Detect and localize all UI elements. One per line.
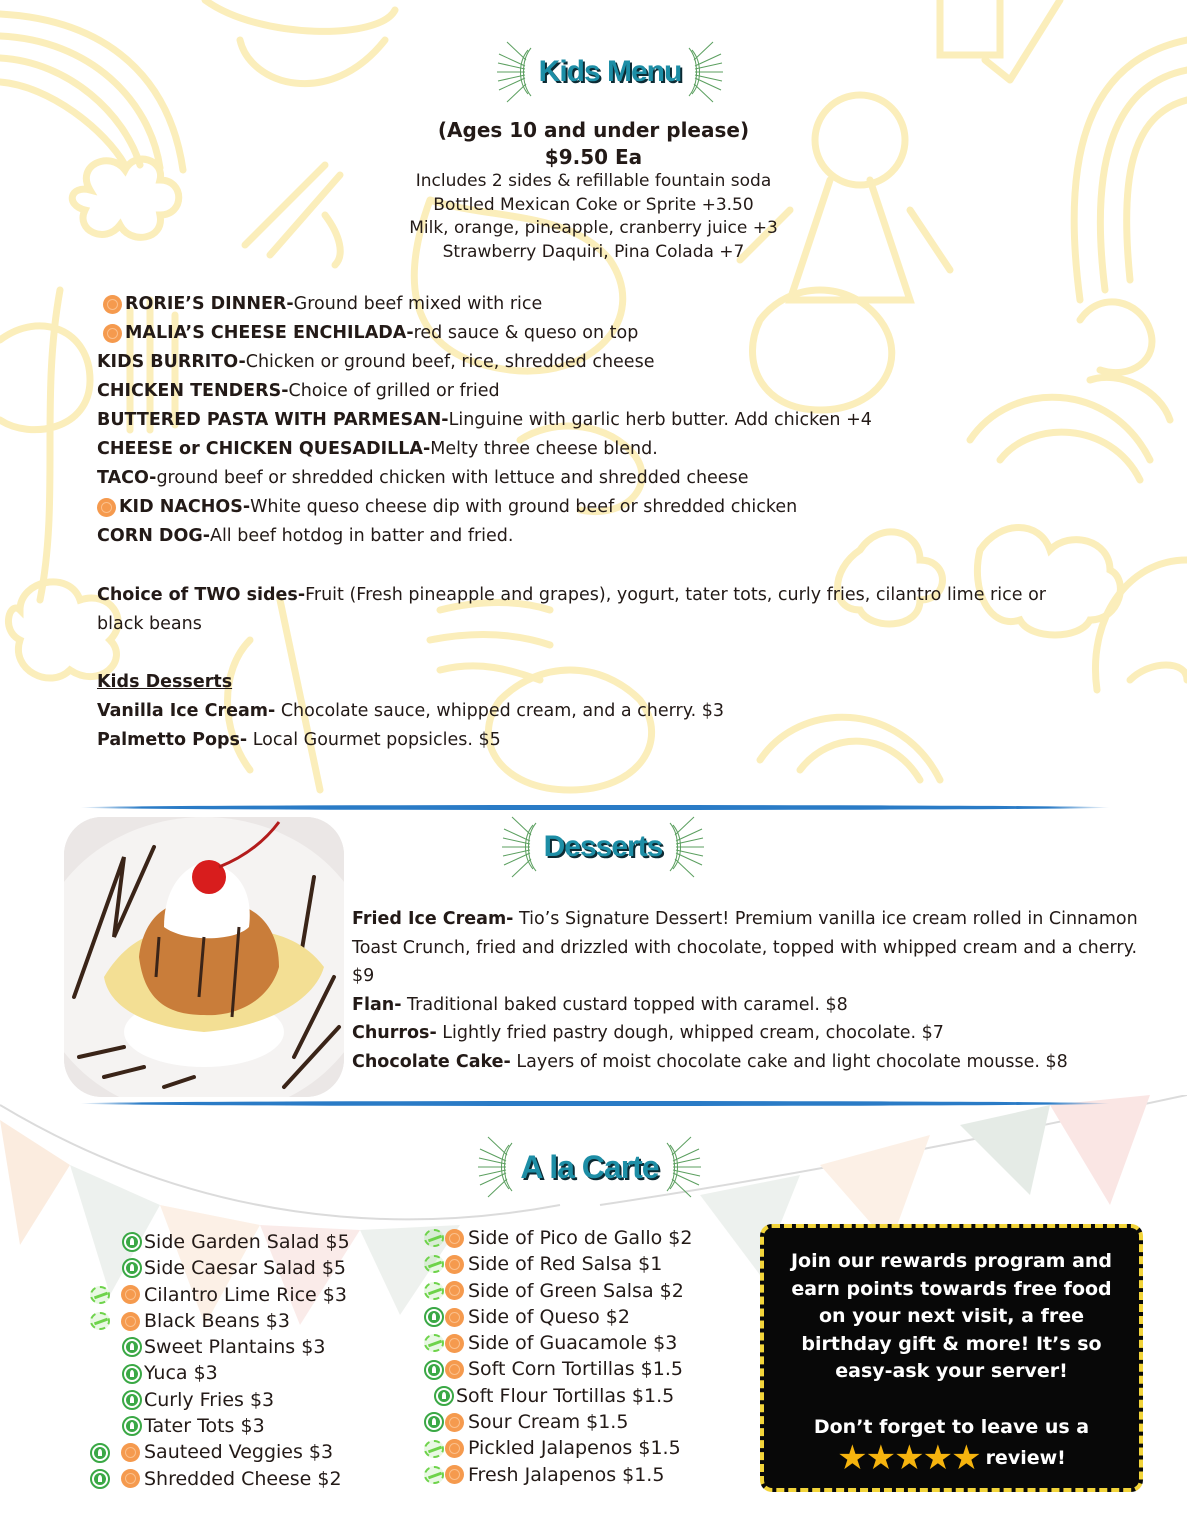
vegan-stamp-icon (424, 1440, 444, 1458)
item-name: RORIE’S DINNER- (125, 294, 294, 314)
vegetarian-icon (122, 1390, 142, 1410)
gluten-free-icon (445, 1229, 464, 1248)
a-la-carte-column-2 (424, 1225, 692, 1488)
section-divider (80, 1101, 1110, 1106)
carte-item (424, 1383, 692, 1409)
carte-item-label: Sauteed Veggies $3 (144, 1441, 334, 1464)
menu-item (352, 1048, 1142, 1077)
carte-item-label: Fresh Jalapenos $1.5 (468, 1463, 665, 1486)
menu-item (97, 522, 1097, 551)
gluten-free-icon (121, 1312, 140, 1331)
carte-item (90, 1387, 350, 1413)
section-divider (80, 805, 1110, 810)
item-name: CHEESE or CHICKEN QUESADILLA- (97, 439, 431, 459)
carte-item (90, 1282, 350, 1308)
carte-item (90, 1334, 350, 1360)
carte-item-label: Side Caesar Salad $5 (144, 1257, 347, 1280)
vegan-stamp-icon (424, 1229, 444, 1247)
item-desc: Ground beef mixed with rice (293, 294, 543, 314)
item-desc: Linguine with garlic herb butter. Add chicken +4 (448, 410, 872, 430)
item-name: CHICKEN TENDERS- (97, 381, 289, 401)
item-name: Flan- (352, 994, 402, 1015)
carte-item (424, 1251, 692, 1277)
kids-info-line: Strawberry Daquiri, Pina Colada +7 (442, 241, 745, 262)
carte-item-label: Soft Corn Tortillas $1.5 (468, 1358, 683, 1381)
vegetarian-icon (122, 1416, 142, 1436)
carte-item (90, 1413, 350, 1439)
carte-item-label: Side Garden Salad $5 (144, 1231, 350, 1253)
carte-item (90, 1308, 350, 1334)
vegetarian-icon (122, 1258, 142, 1278)
menu-item (97, 464, 1097, 493)
desserts-header (478, 815, 728, 879)
dessert-photo-illustration (64, 817, 344, 1097)
menu-item (352, 1019, 1142, 1048)
item-name: CORN DOG- (97, 526, 210, 546)
carte-item-label: Side of Green Salsa $2 (468, 1279, 684, 1302)
menu-item (352, 905, 1142, 991)
kids-sides (97, 581, 1097, 639)
carte-item-label: Curly Fries $3 (144, 1388, 275, 1411)
carte-item-label: Side of Pico de Gallo $2 (468, 1227, 693, 1249)
vegetarian-icon (424, 1307, 444, 1327)
desserts-title: Desserts (543, 830, 663, 863)
kids-info-line: Milk, orange, pineapple, cranberry juice +3 (409, 218, 778, 238)
carte-item-label: Cilantro Lime Rice $3 (144, 1283, 347, 1306)
carte-item (424, 1304, 692, 1330)
review-stars-row (764, 1437, 1139, 1478)
vegetarian-icon (90, 1443, 110, 1463)
item-name: Chocolate Cake- (352, 1051, 511, 1072)
item-name: MALIA’S CHEESE ENCHILADA- (125, 323, 414, 343)
item-desc: White queso cheese dip with ground beef or shredded chicken (250, 497, 798, 517)
a-la-carte-header (447, 1135, 732, 1199)
item-desc: All beef hotdog in batter and fried. (209, 526, 514, 546)
item-name: KIDS BURRITO- (97, 352, 246, 372)
vegetarian-icon (122, 1232, 142, 1252)
vegan-stamp-icon (424, 1282, 444, 1300)
menu-item (352, 991, 1142, 1020)
kids-age-limit: (Ages 10 and under please) (437, 118, 750, 142)
sunburst-right-icon (664, 815, 706, 879)
carte-item-label: Yuca $3 (144, 1362, 218, 1385)
review-prompt: Don’t forget to leave us a (813, 1415, 1090, 1438)
vegan-stamp-icon (424, 1466, 444, 1484)
carte-item-label: Tater Tots $3 (144, 1415, 265, 1438)
gluten-free-icon (121, 1285, 140, 1304)
item-desc: ground beef or shredded chicken with lettuce and shredded cheese (156, 468, 749, 488)
carte-item (90, 1255, 350, 1281)
kids-info-line: Bottled Mexican Coke or Sprite +3.50 (433, 194, 754, 215)
gluten-free-icon (103, 295, 122, 314)
vegan-stamp-icon (424, 1334, 444, 1352)
carte-item (90, 1439, 350, 1465)
menu-item (97, 348, 1097, 377)
sides-text: Fruit (Fresh pineapple and grapes), yogurt, tater tots, curly fries, cilantro lime rice or black beans (97, 585, 1046, 634)
gluten-free-icon (445, 1334, 464, 1353)
rewards-callout (760, 1224, 1143, 1492)
kids-desserts-heading: Kids Desserts (97, 672, 233, 692)
kids-menu-title: Kids Menu (538, 55, 682, 88)
sunburst-right-icon (683, 40, 725, 104)
item-desc: Choice of grilled or fried (288, 381, 500, 401)
vegetarian-icon (424, 1360, 444, 1380)
menu-item (97, 435, 1097, 464)
sunburst-left-icon (476, 1135, 518, 1199)
carte-item (424, 1225, 692, 1251)
item-desc: Melty three cheese blend. (430, 439, 658, 459)
kids-price: $9.50 Ea (544, 145, 643, 169)
gluten-free-icon (103, 324, 122, 343)
carte-item (424, 1356, 692, 1382)
carte-item-label: Shredded Cheese $2 (144, 1467, 342, 1490)
gluten-free-icon (445, 1413, 464, 1432)
carte-item (90, 1229, 350, 1255)
carte-item-label: Pickled Jalapenos $1.5 (468, 1437, 681, 1460)
menu-item (97, 377, 1097, 406)
vegetarian-icon (122, 1337, 142, 1357)
item-name: Palmetto Pops- (97, 730, 248, 750)
gluten-free-icon (445, 1465, 464, 1484)
vegan-stamp-icon (90, 1312, 110, 1330)
carte-item (90, 1360, 350, 1386)
item-desc: Lightly fried pastry dough, whipped cream, chocolate. $7 (436, 1023, 944, 1044)
gluten-free-icon (445, 1255, 464, 1274)
item-name: Churros- (352, 1023, 437, 1044)
item-name: BUTTERED PASTA WITH PARMESAN- (97, 410, 449, 430)
item-desc: Tio’s Signature Dessert! Premium vanilla ice cream rolled in Cinnamon Toast Crunch, fried and drizzled with chocolate, topped with whipped cream and a cherry. $9 (352, 909, 1138, 987)
menu-item (103, 290, 1097, 319)
five-star-icon: ★★★★★ (837, 1437, 980, 1478)
a-la-carte-title: A la Carte (520, 1148, 659, 1185)
item-name: Vanilla Ice Cream- (97, 701, 276, 721)
desserts-items (352, 905, 1142, 1077)
carte-item-label: Sour Cream $1.5 (468, 1411, 629, 1434)
rewards-message: Join our rewards program and earn points towards free food on your next visit, a free birthday gift & more! It’s so easy-ask your server! (790, 1250, 1113, 1382)
vegan-stamp-icon (424, 1255, 444, 1273)
carte-item-label: Side of Red Salsa $1 (468, 1253, 663, 1276)
menu-item (97, 406, 1097, 435)
fried-ice-cream-photo (64, 817, 344, 1097)
vegetarian-icon (424, 1412, 444, 1432)
item-desc: Chicken or ground beef, rice, shredded cheese (245, 352, 655, 372)
vegetarian-icon (122, 1364, 142, 1384)
sunburst-right-icon (661, 1135, 703, 1199)
gluten-free-icon (445, 1439, 464, 1458)
item-desc: red sauce & queso on top (413, 323, 639, 343)
kids-menu-header (480, 40, 740, 104)
menu-item (97, 493, 1097, 522)
sunburst-left-icon (495, 40, 537, 104)
item-name: TACO- (97, 468, 157, 488)
carte-item-label: Black Beans $3 (144, 1309, 290, 1332)
kids-info-line: Includes 2 sides & refillable fountain soda (415, 171, 772, 191)
vegan-stamp-icon (90, 1286, 110, 1304)
gluten-free-icon (121, 1443, 140, 1462)
vegetarian-icon (434, 1386, 454, 1406)
item-desc: Chocolate sauce, whipped cream, and a cherry. $3 (275, 701, 724, 721)
carte-item-label: Side of Queso $2 (468, 1305, 630, 1328)
sides-label: Choice of TWO sides- (97, 585, 306, 605)
carte-item (424, 1330, 692, 1356)
carte-item (90, 1466, 350, 1492)
carte-item (424, 1278, 692, 1304)
gluten-free-icon (445, 1308, 464, 1327)
carte-item-label: Side of Guacamole $3 (468, 1332, 678, 1355)
item-desc: Local Gourmet popsicles. $5 (247, 730, 501, 750)
item-desc: Layers of moist chocolate cake and light chocolate mousse. $8 (510, 1051, 1068, 1072)
item-name: KID NACHOS- (119, 497, 251, 517)
item-name: Fried Ice Cream- (352, 909, 514, 929)
carte-item-label: Sweet Plantains $3 (144, 1336, 326, 1359)
a-la-carte-column-1 (90, 1229, 350, 1492)
menu-item (97, 726, 897, 755)
kids-menu-items (97, 290, 1097, 551)
menu-item (97, 697, 897, 726)
gluten-free-icon (445, 1281, 464, 1300)
carte-item (424, 1409, 692, 1435)
gluten-free-icon (445, 1360, 464, 1379)
gluten-free-icon (121, 1469, 140, 1488)
carte-item-label: Soft Flour Tortillas $1.5 (456, 1384, 675, 1407)
review-word: review! (985, 1446, 1066, 1469)
sunburst-left-icon (500, 815, 542, 879)
item-desc: Traditional baked custard topped with caramel. $8 (401, 994, 848, 1015)
carte-item (424, 1435, 692, 1461)
carte-item (424, 1462, 692, 1488)
menu-item (103, 319, 1097, 348)
kids-desserts (97, 668, 897, 755)
kids-menu-info (0, 117, 1187, 264)
vegetarian-icon (90, 1469, 110, 1489)
gluten-free-icon (97, 498, 116, 517)
